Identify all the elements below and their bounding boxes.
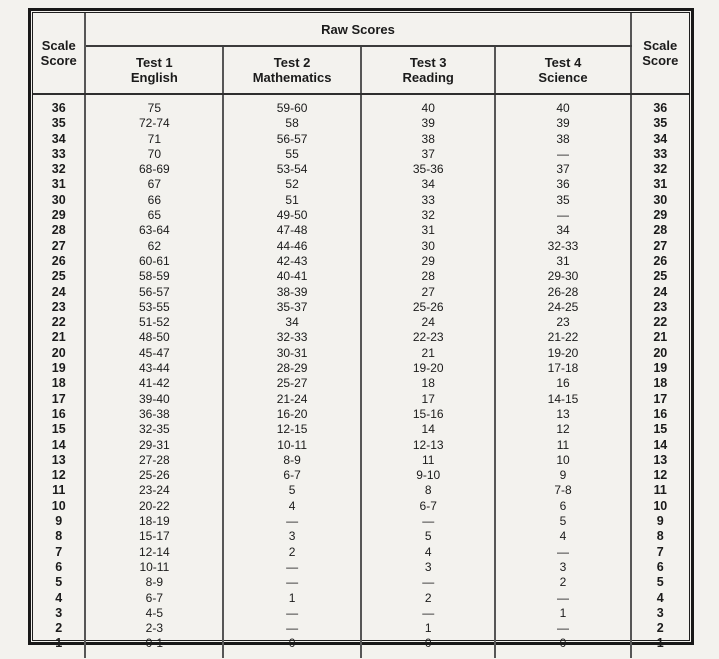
table-row bbox=[33, 208, 689, 223]
reading-raw-cell: 21 bbox=[361, 346, 495, 361]
reading-raw-cell: 22-23 bbox=[361, 330, 495, 345]
scale-score-right-cell: 15 bbox=[631, 422, 689, 437]
reading-raw-cell: 34 bbox=[361, 177, 495, 192]
test3-reading-header bbox=[361, 46, 495, 94]
table-row bbox=[33, 346, 689, 361]
english-raw-cell: 60-61 bbox=[138, 253, 170, 268]
english-raw-cell: 18-19 bbox=[138, 514, 170, 529]
math-raw-cell: 21-24 bbox=[223, 392, 361, 407]
reading-raw-cell: 3 bbox=[361, 560, 495, 575]
reading-raw-cell: 4 bbox=[361, 545, 495, 560]
english-raw-cell: 70 bbox=[147, 146, 162, 161]
reading-raw-cell: 27 bbox=[361, 285, 495, 300]
science-raw-cell: 37 bbox=[495, 162, 630, 177]
reading-raw-cell: 24 bbox=[361, 315, 495, 330]
scale-score-left-cell: 31 bbox=[33, 177, 85, 192]
table-row bbox=[33, 177, 689, 192]
table-row bbox=[33, 285, 689, 300]
scale-score-left-cell: 17 bbox=[33, 392, 85, 407]
reading-raw-cell: 35-36 bbox=[361, 162, 495, 177]
math-raw-cell: — bbox=[223, 514, 361, 529]
math-raw-cell: 30-31 bbox=[223, 346, 361, 361]
science-raw-cell: 16 bbox=[495, 376, 630, 391]
reading-raw-cell: 9-10 bbox=[361, 468, 495, 483]
math-raw-cell: 59-60 bbox=[223, 94, 361, 116]
table-row bbox=[33, 147, 689, 162]
scale-score-left-cell: 12 bbox=[33, 468, 85, 483]
english-raw-cell: 58-59 bbox=[138, 269, 170, 284]
scale-score-right-cell: 27 bbox=[631, 239, 689, 254]
math-raw-cell: 6-7 bbox=[223, 468, 361, 483]
science-raw-cell: 39 bbox=[495, 116, 630, 131]
english-raw-cell: 4-5 bbox=[145, 605, 164, 620]
math-raw-cell: — bbox=[223, 575, 361, 590]
scale-score-left-cell: 24 bbox=[33, 285, 85, 300]
test-subject: English bbox=[130, 70, 178, 85]
scale-score-right-cell: 24 bbox=[631, 285, 689, 300]
scale-score-left-cell: 4 bbox=[33, 591, 85, 606]
table-row bbox=[33, 483, 689, 498]
reading-raw-cell: 15-16 bbox=[361, 407, 495, 422]
science-raw-cell: 24-25 bbox=[495, 300, 630, 315]
scale-score-left-cell: 18 bbox=[33, 376, 85, 391]
scale-score-left-cell: 26 bbox=[33, 254, 85, 269]
english-raw-cell: 66 bbox=[147, 192, 162, 207]
science-raw-cell: — bbox=[495, 591, 630, 606]
english-raw-cell: 15-17 bbox=[138, 529, 170, 544]
science-raw-cell: 13 bbox=[495, 407, 630, 422]
reading-raw-cell: 17 bbox=[361, 392, 495, 407]
table-row bbox=[33, 453, 689, 468]
scale-score-left-cell: 3 bbox=[33, 606, 85, 621]
science-raw-cell: — bbox=[495, 147, 630, 162]
science-raw-cell: 3 bbox=[495, 560, 630, 575]
science-raw-cell: 17-18 bbox=[495, 361, 630, 376]
math-raw-cell: 25-27 bbox=[223, 376, 361, 391]
table-row bbox=[33, 560, 689, 575]
science-raw-cell: 9 bbox=[495, 468, 630, 483]
math-raw-cell: 0 bbox=[223, 636, 361, 657]
science-raw-cell: 2 bbox=[495, 575, 630, 590]
test-number: Test 2 bbox=[273, 55, 311, 70]
scale-score-left-cell: 14 bbox=[33, 438, 85, 453]
scale-score-left-cell: 5 bbox=[33, 575, 85, 590]
english-raw-cell: 75 bbox=[147, 101, 162, 115]
table-row bbox=[33, 499, 689, 514]
table-row bbox=[33, 514, 689, 529]
scale-score-right-cell: 29 bbox=[631, 208, 689, 223]
reading-raw-cell: 0 bbox=[361, 636, 495, 657]
test-number: Test 4 bbox=[544, 55, 582, 70]
math-raw-cell: 35-37 bbox=[223, 300, 361, 315]
science-raw-cell: 14-15 bbox=[495, 392, 630, 407]
science-raw-cell: — bbox=[495, 545, 630, 560]
reading-raw-cell: 37 bbox=[361, 147, 495, 162]
english-raw-cell: 10-11 bbox=[139, 559, 170, 574]
table-header bbox=[33, 13, 689, 94]
science-raw-cell: 4 bbox=[495, 529, 630, 544]
math-raw-cell: 4 bbox=[223, 499, 361, 514]
science-raw-cell: 34 bbox=[495, 223, 630, 238]
table-row bbox=[33, 606, 689, 621]
science-raw-cell: 32-33 bbox=[495, 239, 630, 254]
table-row bbox=[33, 591, 689, 606]
scale-score-left-cell: 7 bbox=[33, 545, 85, 560]
scale-score-left-cell: 15 bbox=[33, 422, 85, 437]
test4-science-header bbox=[495, 46, 630, 94]
reading-raw-cell: — bbox=[361, 606, 495, 621]
scale-score-right-cell: 20 bbox=[631, 346, 689, 361]
scale-score-right-cell: 32 bbox=[631, 162, 689, 177]
english-raw-cell: 2-3 bbox=[145, 621, 164, 636]
reading-raw-cell: 38 bbox=[361, 132, 495, 147]
science-raw-cell: 31 bbox=[495, 254, 630, 269]
test1-english-header bbox=[85, 46, 223, 94]
test2-mathematics-header bbox=[223, 46, 361, 94]
reading-raw-cell: 28 bbox=[361, 269, 495, 284]
scale-score-left-cell: 13 bbox=[33, 453, 85, 468]
math-raw-cell: 16-20 bbox=[223, 407, 361, 422]
math-raw-cell: 2 bbox=[223, 545, 361, 560]
scale-score-header-left bbox=[33, 13, 85, 94]
scale-score-left-cell: 6 bbox=[33, 560, 85, 575]
math-raw-cell: 42-43 bbox=[223, 254, 361, 269]
score-conversion-table bbox=[33, 13, 689, 658]
english-raw-cell: 48-50 bbox=[138, 330, 170, 345]
math-raw-cell: 28-29 bbox=[223, 361, 361, 376]
scale-score-right-cell: 10 bbox=[631, 499, 689, 514]
english-raw-cell: 65 bbox=[147, 208, 162, 223]
math-raw-cell: 32-33 bbox=[223, 330, 361, 345]
table-row bbox=[33, 529, 689, 544]
scale-score-left-cell: 23 bbox=[33, 300, 85, 315]
scale-score-right-cell: 25 bbox=[631, 269, 689, 284]
table-row bbox=[33, 254, 689, 269]
science-raw-cell: 6 bbox=[495, 499, 630, 514]
table-row bbox=[33, 269, 689, 284]
table-row bbox=[33, 223, 689, 238]
science-raw-cell: 19-20 bbox=[495, 346, 630, 361]
scale-score-left-cell: 29 bbox=[33, 208, 85, 223]
table-row bbox=[33, 438, 689, 453]
english-raw-cell: 43-44 bbox=[138, 361, 170, 376]
english-raw-cell: 8-9 bbox=[145, 575, 164, 590]
scale-score-right-cell: 1 bbox=[631, 636, 689, 657]
science-raw-cell: 5 bbox=[495, 514, 630, 529]
math-raw-cell: 10-11 bbox=[223, 438, 361, 453]
table-row bbox=[33, 621, 689, 636]
english-raw-cell: 29-31 bbox=[138, 437, 170, 452]
scale-score-right-cell: 35 bbox=[631, 116, 689, 131]
scale-score-right-cell: 30 bbox=[631, 193, 689, 208]
english-raw-cell: 67 bbox=[147, 177, 162, 192]
science-raw-cell: — bbox=[495, 208, 630, 223]
scale-score-right-cell: 22 bbox=[631, 315, 689, 330]
scale-score-left-cell: 1 bbox=[33, 636, 85, 657]
scale-score-right-cell: 21 bbox=[631, 330, 689, 345]
english-raw-cell: 20-22 bbox=[138, 498, 170, 513]
reading-raw-cell: — bbox=[361, 514, 495, 529]
scale-score-right-cell: 23 bbox=[631, 300, 689, 315]
reading-raw-cell: 11 bbox=[361, 453, 495, 468]
math-raw-cell: 40-41 bbox=[223, 269, 361, 284]
scale-score-right-cell: 28 bbox=[631, 223, 689, 238]
science-raw-cell: 26-28 bbox=[495, 285, 630, 300]
scale-score-left-cell: 9 bbox=[33, 514, 85, 529]
reading-raw-cell: 33 bbox=[361, 193, 495, 208]
table-row bbox=[33, 636, 689, 657]
scale-score-left-cell: 21 bbox=[33, 330, 85, 345]
reading-raw-cell: 8 bbox=[361, 483, 495, 498]
science-raw-cell: 38 bbox=[495, 132, 630, 147]
scale-score-right-cell: 34 bbox=[631, 132, 689, 147]
test-header-row bbox=[33, 46, 689, 94]
english-raw-cell: 53-55 bbox=[138, 299, 170, 314]
scale-score-right-cell: 13 bbox=[631, 453, 689, 468]
english-raw-cell: 32-35 bbox=[138, 422, 170, 437]
table-row bbox=[33, 468, 689, 483]
reading-raw-cell: 2 bbox=[361, 591, 495, 606]
english-raw-cell: 39-40 bbox=[138, 391, 170, 406]
math-raw-cell: 3 bbox=[223, 529, 361, 544]
table-row bbox=[33, 407, 689, 422]
english-raw-cell: 51-52 bbox=[138, 315, 170, 330]
table-row bbox=[33, 94, 689, 116]
scale-score-left-cell: 30 bbox=[33, 193, 85, 208]
english-raw-cell: 56-57 bbox=[138, 284, 170, 299]
table-body bbox=[33, 94, 689, 658]
science-raw-cell: 0 bbox=[495, 636, 630, 657]
scale-score-left-cell: 16 bbox=[33, 407, 85, 422]
reading-raw-cell: 31 bbox=[361, 223, 495, 238]
science-raw-cell: 7-8 bbox=[495, 483, 630, 498]
scale-score-left-cell: 34 bbox=[33, 132, 85, 147]
table-row bbox=[33, 193, 689, 208]
reading-raw-cell: 1 bbox=[361, 621, 495, 636]
english-raw-cell: 12-14 bbox=[138, 544, 170, 559]
scale-score-left-cell: 28 bbox=[33, 223, 85, 238]
science-raw-cell: 11 bbox=[495, 438, 630, 453]
scale-score-left-cell: 20 bbox=[33, 346, 85, 361]
math-raw-cell: — bbox=[223, 606, 361, 621]
reading-raw-cell: 39 bbox=[361, 116, 495, 131]
scale-score-right-cell: 16 bbox=[631, 407, 689, 422]
scale-score-right-cell: 8 bbox=[631, 529, 689, 544]
scale-score-header-right bbox=[631, 13, 689, 94]
table-row bbox=[33, 132, 689, 147]
scale-score-right-cell: 19 bbox=[631, 361, 689, 376]
table-row bbox=[33, 162, 689, 177]
table-row bbox=[33, 376, 689, 391]
scale-score-right-cell: 2 bbox=[631, 621, 689, 636]
table-row bbox=[33, 300, 689, 315]
science-raw-cell: 35 bbox=[495, 193, 630, 208]
math-raw-cell: 58 bbox=[223, 116, 361, 131]
table-row bbox=[33, 330, 689, 345]
math-raw-cell: 44-46 bbox=[223, 239, 361, 254]
scale-score-right-cell: 11 bbox=[631, 483, 689, 498]
scale-score-right-cell: 17 bbox=[631, 392, 689, 407]
english-raw-cell: 23-24 bbox=[138, 483, 170, 498]
english-raw-cell: 71 bbox=[147, 131, 162, 146]
math-raw-cell: 51 bbox=[223, 193, 361, 208]
science-raw-cell: — bbox=[495, 621, 630, 636]
scale-score-right-cell: 14 bbox=[631, 438, 689, 453]
reading-raw-cell: 32 bbox=[361, 208, 495, 223]
math-raw-cell: 34 bbox=[223, 315, 361, 330]
reading-raw-cell: 5 bbox=[361, 529, 495, 544]
table-row bbox=[33, 422, 689, 437]
math-raw-cell: 49-50 bbox=[223, 208, 361, 223]
table-row bbox=[33, 239, 689, 254]
english-raw-cell: 6-7 bbox=[145, 590, 164, 605]
reading-raw-cell: 40 bbox=[361, 94, 495, 116]
table-row bbox=[33, 392, 689, 407]
math-raw-cell: 8-9 bbox=[223, 453, 361, 468]
scale-score-right-cell: 12 bbox=[631, 468, 689, 483]
scale-score-label-line1: Scale bbox=[41, 38, 76, 53]
scale-score-right-cell: 4 bbox=[631, 591, 689, 606]
reading-raw-cell: — bbox=[361, 575, 495, 590]
scale-score-label-line2: Score bbox=[40, 53, 77, 68]
scale-score-right-cell: 5 bbox=[631, 575, 689, 590]
scale-score-right-cell: 33 bbox=[631, 147, 689, 162]
math-raw-cell: 12-15 bbox=[223, 422, 361, 437]
reading-raw-cell: 29 bbox=[361, 254, 495, 269]
english-raw-cell: 63-64 bbox=[138, 223, 170, 238]
math-raw-cell: — bbox=[223, 621, 361, 636]
science-raw-cell: 23 bbox=[495, 315, 630, 330]
scale-score-left-cell: 10 bbox=[33, 499, 85, 514]
english-raw-cell: 68-69 bbox=[138, 162, 170, 177]
scale-score-right-cell: 26 bbox=[631, 254, 689, 269]
math-raw-cell: 52 bbox=[223, 177, 361, 192]
math-raw-cell: 1 bbox=[223, 591, 361, 606]
scale-score-right-cell: 6 bbox=[631, 560, 689, 575]
reading-raw-cell: 12-13 bbox=[361, 438, 495, 453]
scale-score-left-cell: 27 bbox=[33, 239, 85, 254]
math-raw-cell: 38-39 bbox=[223, 285, 361, 300]
science-raw-cell: 36 bbox=[495, 177, 630, 192]
english-raw-cell: 27-28 bbox=[138, 452, 170, 467]
scale-score-left-cell: 32 bbox=[33, 162, 85, 177]
math-raw-cell: 55 bbox=[223, 147, 361, 162]
math-raw-cell: — bbox=[223, 560, 361, 575]
test-number: Test 3 bbox=[409, 55, 447, 70]
scale-score-left-cell: 25 bbox=[33, 269, 85, 284]
math-raw-cell: 53-54 bbox=[223, 162, 361, 177]
raw-scores-header: Raw Scores bbox=[85, 13, 630, 46]
english-raw-cell: 45-47 bbox=[138, 345, 170, 360]
table-row bbox=[33, 315, 689, 330]
table-row bbox=[33, 116, 689, 131]
scale-score-right-cell: 3 bbox=[631, 606, 689, 621]
scale-score-left-cell: 33 bbox=[33, 147, 85, 162]
test-number: Test 1 bbox=[136, 55, 173, 70]
science-raw-cell: 40 bbox=[495, 94, 630, 116]
science-raw-cell: 29-30 bbox=[495, 269, 630, 284]
scale-score-right-cell: 31 bbox=[631, 177, 689, 192]
scale-score-left-cell: 36 bbox=[33, 94, 85, 116]
table-row bbox=[33, 545, 689, 560]
english-raw-cell: 36-38 bbox=[138, 406, 170, 421]
scale-score-right-cell: 18 bbox=[631, 376, 689, 391]
reading-raw-cell: 25-26 bbox=[361, 300, 495, 315]
english-raw-cell: 72-74 bbox=[138, 116, 170, 131]
science-raw-cell: 10 bbox=[495, 453, 630, 468]
table-row bbox=[33, 575, 689, 590]
test-subject: Mathematics bbox=[252, 70, 332, 85]
table-row bbox=[33, 361, 689, 376]
reading-raw-cell: 19-20 bbox=[361, 361, 495, 376]
reading-raw-cell: 14 bbox=[361, 422, 495, 437]
table-outer-frame bbox=[28, 8, 694, 651]
science-raw-cell: 1 bbox=[495, 606, 630, 621]
math-raw-cell: 47-48 bbox=[223, 223, 361, 238]
english-raw-cell: 62 bbox=[147, 238, 162, 253]
reading-raw-cell: 30 bbox=[361, 239, 495, 254]
scale-score-left-cell: 22 bbox=[33, 315, 85, 330]
scale-score-left-cell: 2 bbox=[33, 621, 85, 636]
scale-score-label-line1: Scale bbox=[643, 38, 678, 53]
reading-raw-cell: 6-7 bbox=[361, 499, 495, 514]
math-raw-cell: 5 bbox=[223, 483, 361, 498]
scale-score-label-line2: Score bbox=[642, 53, 679, 68]
scale-score-right-cell: 36 bbox=[631, 94, 689, 116]
scale-score-right-cell: 7 bbox=[631, 545, 689, 560]
test-subject: Science bbox=[538, 70, 588, 85]
science-raw-cell: 12 bbox=[495, 422, 630, 437]
science-raw-cell: 21-22 bbox=[495, 330, 630, 345]
scale-score-left-cell: 19 bbox=[33, 361, 85, 376]
english-raw-cell: 0-1 bbox=[145, 636, 164, 651]
table-inner-frame bbox=[32, 12, 690, 651]
scale-score-left-cell: 11 bbox=[33, 483, 85, 498]
scale-score-left-cell: 35 bbox=[33, 116, 85, 131]
scale-score-left-cell: 8 bbox=[33, 529, 85, 544]
english-raw-cell: 25-26 bbox=[138, 468, 170, 483]
math-raw-cell: 56-57 bbox=[223, 132, 361, 147]
scale-score-right-cell: 9 bbox=[631, 514, 689, 529]
english-raw-cell: 41-42 bbox=[138, 376, 170, 391]
test-subject: Reading bbox=[402, 70, 454, 85]
reading-raw-cell: 18 bbox=[361, 376, 495, 391]
